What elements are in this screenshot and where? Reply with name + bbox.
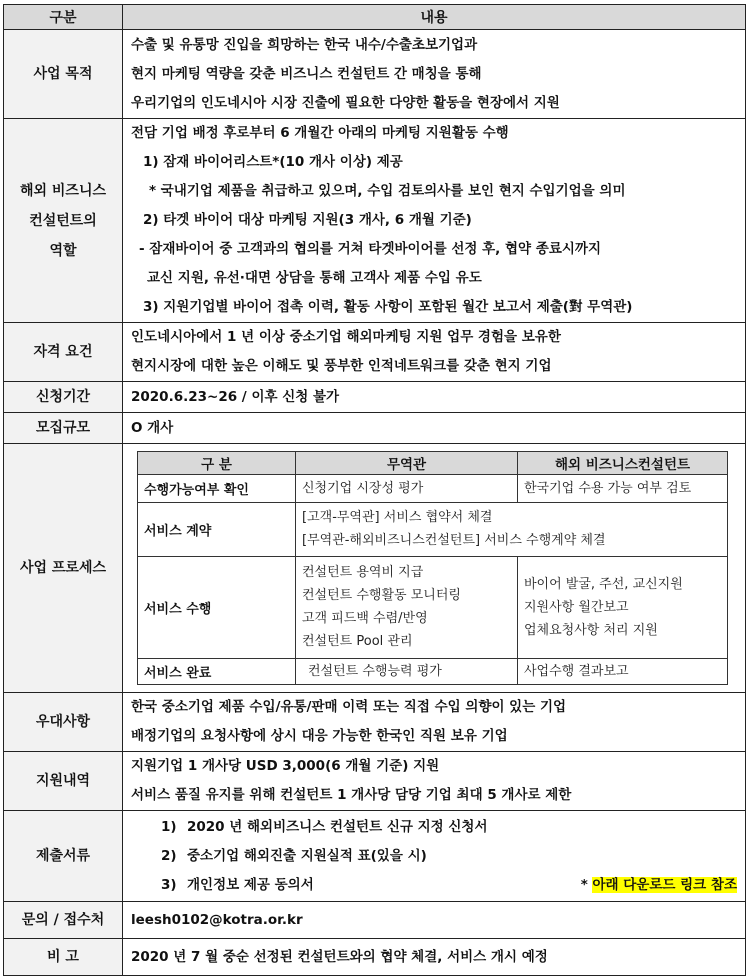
process-kotra-cell: 컨설턴트 수행능력 평가 [296, 658, 518, 684]
header-content: 내용 [123, 5, 746, 30]
row-support [4, 752, 746, 811]
purpose-line: 수출 및 유통망 진입을 희망하는 한국 내수/수출초보기업과 [131, 36, 478, 53]
process-kotra-cell: 신청기업 시장성 평가 [296, 474, 518, 502]
row-remarks [4, 939, 746, 976]
label-preference: 우대사항 [4, 693, 123, 752]
role-line: * 국내기업 제품을 취급하고 있으며, 수입 검토의사를 보인 현지 수입기업을 의미 [149, 183, 626, 199]
process-table [137, 451, 728, 685]
row-purpose [4, 30, 746, 119]
process-header-category: 구 분 [138, 451, 296, 474]
row-contact [4, 902, 746, 939]
label-purpose: 사업 목적 [4, 30, 123, 119]
process-header-consultant: 해외 비즈니스컨설턴트 [518, 451, 728, 474]
label-process: 사업 프로세스 [4, 444, 123, 693]
process-step-name: 서비스 계약 [138, 502, 296, 556]
process-header [138, 451, 728, 474]
qualification-line: 인도네시아에서 1 년 이상 중소기업 해외마케팅 지원 업무 경험을 보유한 [131, 329, 561, 345]
process-row [138, 474, 728, 502]
label-role: 해외 비즈니스 컨설턴트의 역할 [4, 119, 123, 323]
role-line: 교신 지원, 유선·대면 상담을 통해 고객사 제품 수입 유도 [147, 270, 482, 286]
table-header [4, 5, 746, 30]
row-documents [4, 811, 746, 902]
period-value: 2020.6.23~26 / 이후 신청 불가 [131, 388, 340, 405]
role-line: 2) 타겟 바이어 대상 마케팅 지원(3 개사, 6 개월 기준) [143, 212, 472, 228]
label-qualification: 자격 요건 [4, 323, 123, 382]
scale-value: O 개사 [131, 420, 174, 436]
label-remarks: 비 고 [4, 939, 123, 976]
label-support: 지원내역 [4, 752, 123, 811]
process-merged-cell: [고객-무역관] 서비스 협약서 체결 [무역관-해외비즈니스컨설턴트] 서비스 수행계약 체결 [296, 502, 728, 556]
purpose-line: 현지 마케팅 역량을 갖춘 비즈니스 컨설턴트 간 매칭을 통해 [131, 65, 482, 82]
label-contact: 문의 / 접수처 [4, 902, 123, 939]
row-process [4, 444, 746, 693]
preference-line: 배정기업의 요청사항에 상시 대응 가능한 한국인 직원 보유 기업 [131, 728, 508, 744]
row-scale [4, 413, 746, 444]
document-item: 2) 중소기업 해외진출 지원실적 표(있을 시) [161, 847, 427, 864]
label-scale: 모집규모 [4, 413, 123, 444]
role-line: - 잠재바이어 중 고객과의 협의를 거쳐 타겟바이어를 선정 후, 협약 종료시까지 [139, 241, 602, 257]
role-line: 전담 기업 배정 후로부터 6 개월간 아래의 마케팅 지원활동 수행 [131, 125, 509, 141]
process-consultant-cell: 사업수행 결과보고 [518, 658, 728, 684]
header-category: 구분 [4, 5, 123, 30]
process-step-name: 서비스 완료 [138, 658, 296, 684]
process-step-name: 수행가능여부 확인 [138, 474, 296, 502]
document-item: 3) 개인정보 제공 동의서 * 아래 다운로드 링크 참조 [131, 871, 737, 900]
row-preference [4, 693, 746, 752]
process-row [138, 556, 728, 658]
preference-line: 한국 중소기업 제품 수입/유통/판매 이력 또는 직접 수입 의향이 있는 기업 [131, 699, 567, 715]
row-role [4, 119, 746, 323]
download-note: * 아래 다운로드 링크 참조 [580, 876, 737, 893]
process-row [138, 658, 728, 684]
row-qualification [4, 323, 746, 382]
role-line: 1) 잠재 바이어리스트*(10 개사 이상) 제공 [143, 154, 403, 170]
support-line: 서비스 품질 유지를 위해 컨설턴트 1 개사당 담당 기업 최대 5 개사로 제한 [131, 787, 572, 803]
row-period [4, 382, 746, 413]
label-period: 신청기간 [4, 382, 123, 413]
info-table [3, 4, 746, 976]
document-item: 1) 2020 년 해외비즈니스 컨설턴트 신규 지정 신청서 [161, 818, 488, 835]
contact-email[interactable]: leesh0102@kotra.or.kr [131, 911, 303, 928]
support-line: 지원기업 1 개사당 USD 3,000(6 개월 기준) 지원 [131, 758, 440, 774]
role-line: 3) 지원기업별 바이어 접촉 이력, 활동 사항이 포함된 월간 보고서 제출(對 무역관) [143, 299, 633, 315]
process-kotra-cell: 컨설턴트 용역비 지급 컨설턴트 수행활동 모니터링 고객 피드백 수렴/반영 컨설턴트 Pool 관리 [296, 556, 518, 658]
process-consultant-cell: 한국기업 수용 가능 여부 검토 [518, 474, 728, 502]
process-header-kotra: 무역관 [296, 451, 518, 474]
download-link-note[interactable]: 아래 다운로드 링크 참조 [592, 876, 737, 893]
process-step-name: 서비스 수행 [138, 556, 296, 658]
label-documents: 제출서류 [4, 811, 123, 902]
qualification-line: 현지시장에 대한 높은 이해도 및 풍부한 인적네트워크를 갖춘 현지 기업 [131, 358, 552, 374]
process-consultant-cell: 바이어 발굴, 주선, 교신지원 지원사항 월간보고 업체요청사항 처리 지원 [518, 556, 728, 658]
process-row [138, 502, 728, 556]
purpose-line: 우리기업의 인도네시아 시장 진출에 필요한 다양한 활동을 현장에서 지원 [131, 94, 560, 111]
remarks-value: 2020 년 7 월 중순 선정된 컨설턴트와의 협약 체결, 서비스 개시 예정 [131, 948, 548, 965]
